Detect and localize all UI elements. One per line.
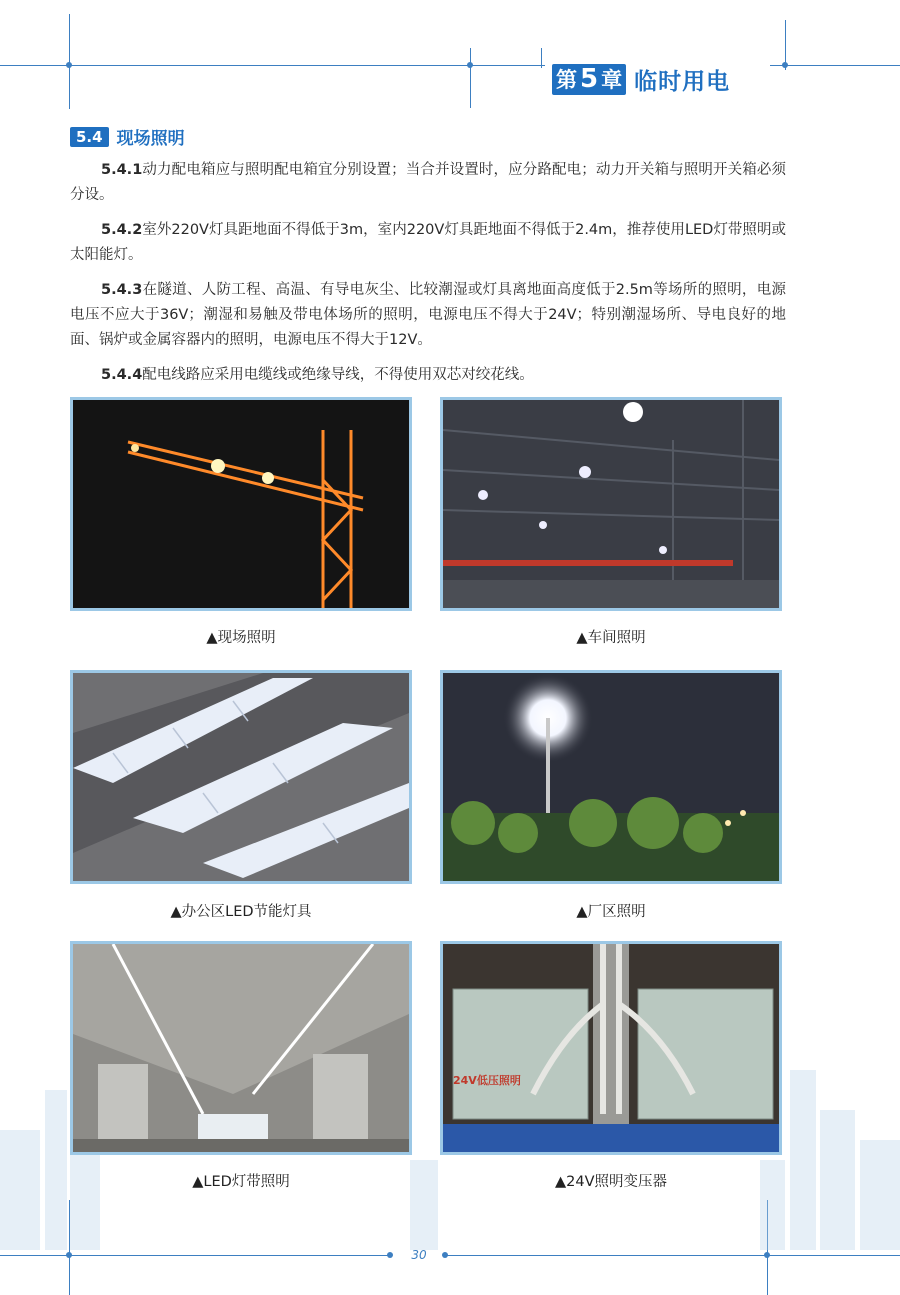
photo-caption: ▲现场照明 [206, 630, 276, 646]
header-dot [782, 62, 788, 68]
chapter-heading [552, 64, 730, 94]
section-heading [70, 124, 185, 149]
chapter-badge [552, 64, 626, 95]
paragraph [70, 278, 786, 353]
section-title: 现场照明 [116, 129, 185, 149]
clause-number: 5.4.2 [101, 222, 143, 238]
photo-site-lighting [70, 397, 412, 611]
chapter-number: 5 [580, 63, 599, 94]
clause-number: 5.4.3 [101, 282, 143, 298]
photo-caption: ▲LED灯带照明 [192, 1174, 290, 1190]
header-rule-right [770, 65, 900, 66]
photo-factory-lighting [440, 670, 782, 884]
clause-text: 室外220V灯具距地面不得低于3m，室内220V灯具距地面不得低于2.4m，推荐使用LED灯带照明或太阳能灯。 [70, 222, 786, 263]
photo-24v-transformer [440, 941, 782, 1155]
page-number: 30 [411, 1248, 427, 1262]
paragraph [70, 363, 786, 388]
photo-caption: ▲厂区照明 [576, 904, 646, 920]
chapter-title: 临时用电 [634, 68, 731, 95]
body-text [70, 158, 786, 398]
chapter-suffix: 章 [601, 67, 623, 92]
header-dot [66, 62, 72, 68]
photo-workshop-lighting [440, 397, 782, 611]
paragraph [70, 158, 786, 208]
transformer-label: 24V低压照明 [453, 1074, 521, 1087]
chapter-prefix: 第 [556, 67, 577, 92]
photo-caption: ▲办公区LED节能灯具 [170, 904, 312, 920]
photo-caption: ▲24V照明变压器 [554, 1174, 668, 1190]
clause-text: 动力配电箱应与照明配电箱宜分别设置；当合并设置时，应分路配电；动力开关箱与照明开关箱必须分设。 [70, 162, 786, 203]
header-rule [0, 65, 545, 66]
clause-number: 5.4.4 [101, 367, 143, 383]
header-dot [467, 62, 473, 68]
clause-number: 5.4.1 [101, 162, 143, 178]
photo-caption: ▲车间照明 [576, 630, 646, 646]
header-vline-right [541, 48, 542, 68]
header-vline-mid [470, 48, 471, 108]
section-number: 5.4 [70, 127, 109, 147]
clause-text: 配电线路应采用电缆线或绝缘导线，不得使用双芯对绞花线。 [142, 367, 534, 383]
clause-text: 在隧道、人防工程、高温、有导电灰尘、比较潮湿或灯具离地面高度低于2.5m等场所的照明，电源电压不应大于36V；潮湿和易触及带电体场所的照明，电源电压不得大于24V；特别潮湿场所、导电良好的地面、锅炉或金属容器内的照明，电源电压不得大于12V。 [70, 282, 786, 348]
paragraph [70, 218, 786, 268]
photo-office-led [70, 670, 412, 884]
photo-led-strip [70, 941, 412, 1155]
